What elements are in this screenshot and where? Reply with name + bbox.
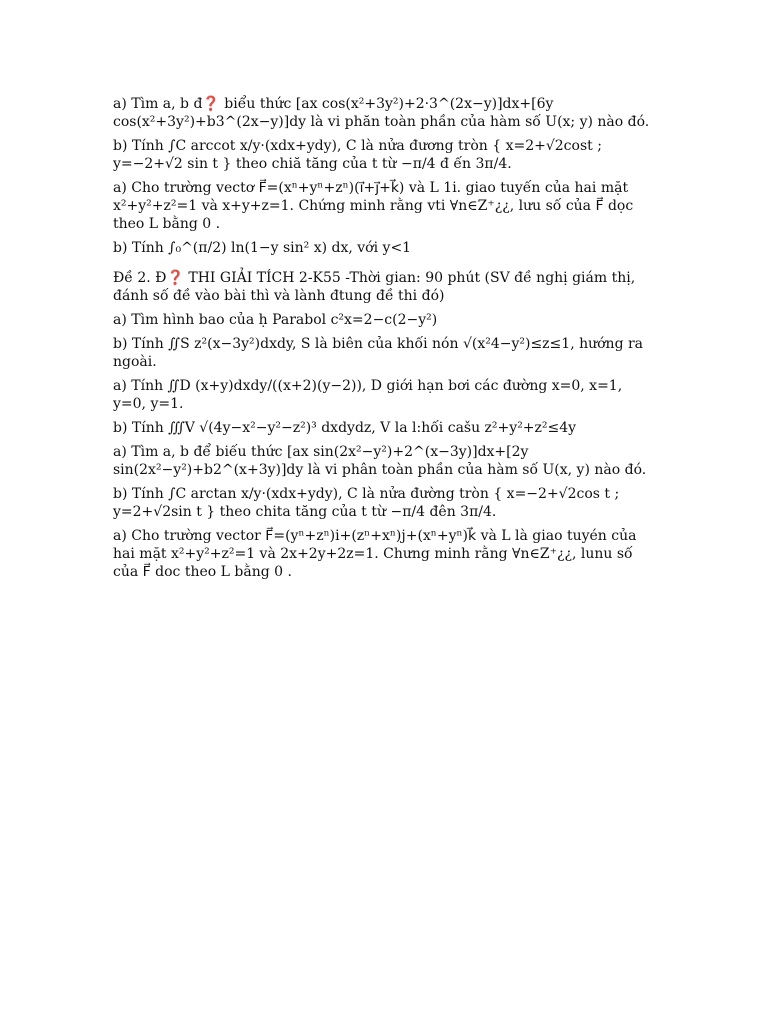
paragraph: a) Tìm a, b để biếu thức [ax sin(2x²−y²)+2^(x−3y)]dx+[2y sin(2x²−y²)+b2^(x+3y)]dy là vi phân toàn phần của hàm số U(x, y) nào đó. <box>113 444 647 478</box>
paragraph: b) Tính ∫C arccot x/y·(xdx+ydy), C là nửa đương tròn { x=2+√2cost ; y=−2+√2 sin t } theo chiă tăng của t từ −π/4 đ ến 3π/4. <box>113 138 602 172</box>
exam-heading: Đề 2. Đ❓ THI GIẢI TÍCH 2-K55 -Thời gian: 90 phút (SV đề nghị giám thị, đánh số đề vào bài thì và lành đtung đề thi đó) <box>113 270 636 304</box>
paragraph: b) Tính ∫C arctan x/y·(xdx+ydy), C là nửa đường tròn { x=−2+√2cos t ; y=2+√2sin t } theo chita tăng của t từ −π/4 đên 3π/4. <box>113 486 620 520</box>
paragraph: a) Tính ∬D (x+y)dxdy/((x+2)(y−2)), D giới hạn bơi các đường x=0, x=1, y=0, y=1. <box>113 378 623 412</box>
paragraph: a) Cho trường vectơ F⃗=(xⁿ+yⁿ+zⁿ)(i⃗+j⃗+k⃗) và L 1i. giao tuyến của hai mặt x²+y²+z²=1 và x+y+z=1. Chứng minh rằng vti ∀n∈Z⁺¿¿, lưu số của F⃗ dọc theo L bằng 0 . <box>113 180 634 232</box>
exam-document <box>113 95 658 587</box>
paragraph: a) Tìm a, b đ❓ biểu thức [ax cos(x²+3y²)+2·3^(2x−y)]dx+[6y cos(x²+3y²)+b3^(2x−y)]dy là vi phăn toàn phần của hàm số U(x; y) nào đó. <box>113 96 650 130</box>
paragraph: b) Tính ∫₀^(π/2) ln(1−y sin² x) dx, với y<1 <box>113 240 412 256</box>
paragraph: a) Tìm hình bao của ḥ Parabol c²x=2−c(2−y²) <box>113 312 438 328</box>
paragraph: a) Cho trường vector F⃗=(yⁿ+zⁿ)i+(zⁿ+xⁿ)j+(xⁿ+yⁿ)k⃗ và L là giao tuyén của hai mặt x²+y²+z²=1 và 2x+2y+2z=1. Chưng minh rằng ∀n∈Z⁺¿¿, lunu số của F⃗ doc theo L bằng 0 . <box>113 528 637 580</box>
paragraph: b) Tính ∭V √(4y−x²−y²−z²)³ dxdydz, V la l:hối cašu z²+y²+z²≤4y <box>113 420 577 436</box>
paragraph: b) Tính ∬S z²(x−3y²)dxdy, S là biên của khối nón √(x²4−y²)≤z≤1, hướng ra ngoài. <box>113 336 644 370</box>
